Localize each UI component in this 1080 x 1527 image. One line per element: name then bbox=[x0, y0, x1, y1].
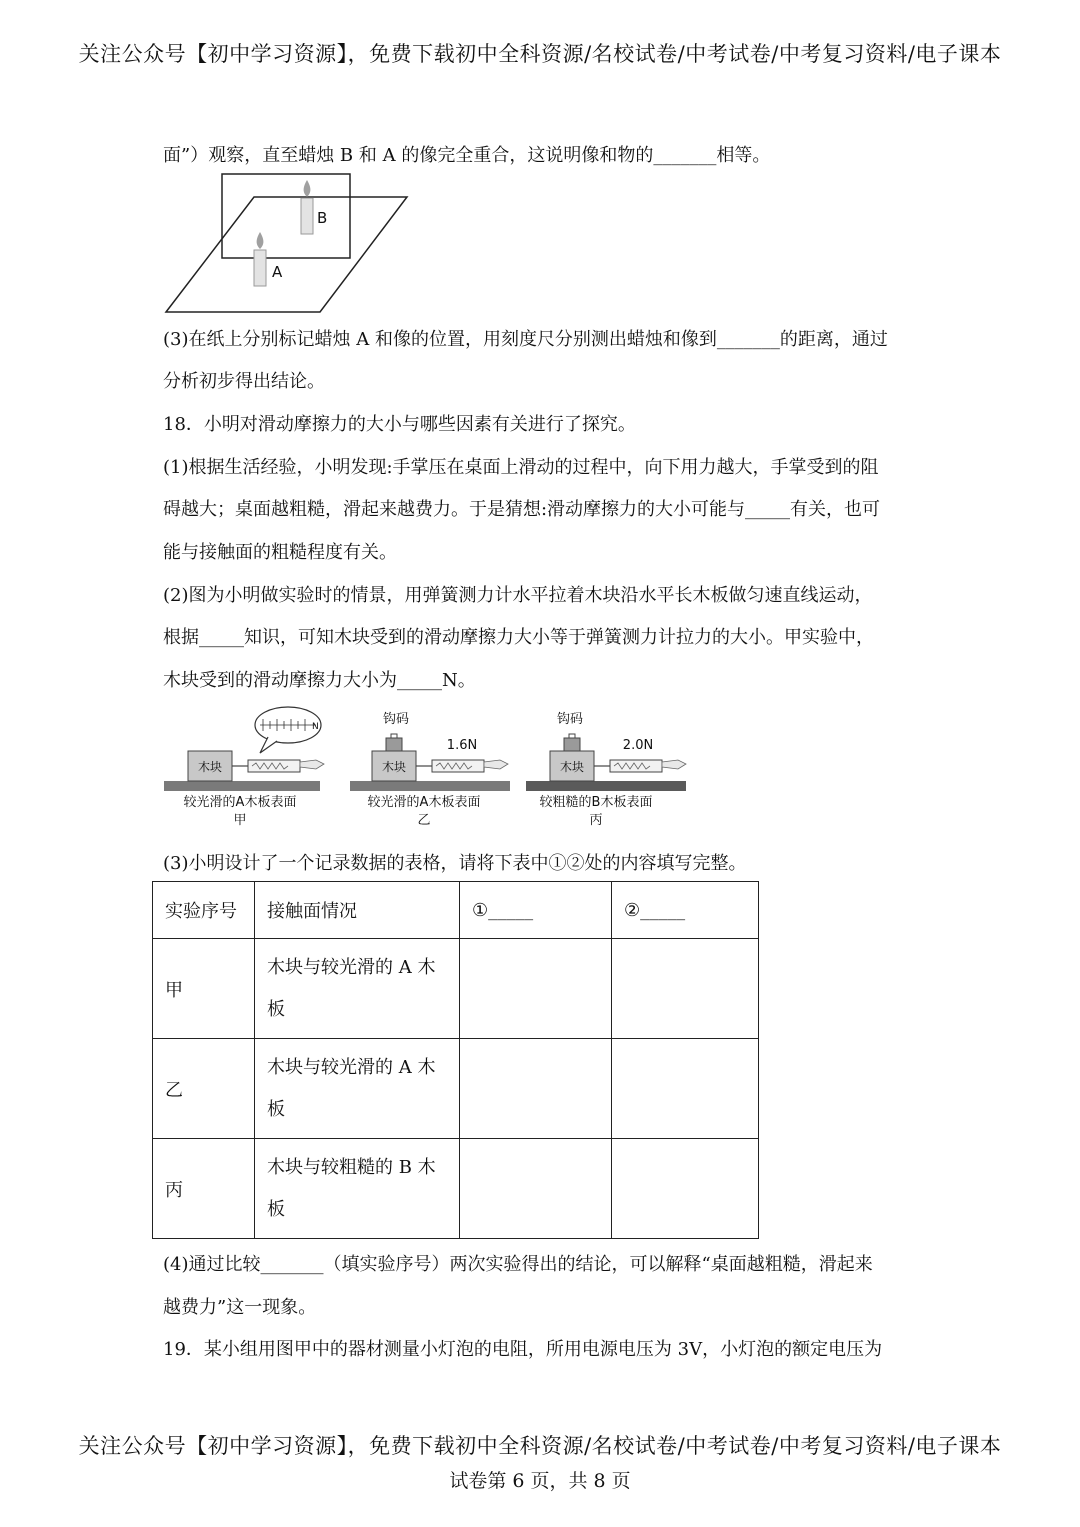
glass-plate bbox=[222, 174, 350, 258]
hand-icon bbox=[662, 760, 686, 769]
table-cell-id: 甲 bbox=[153, 939, 255, 1039]
wood-block-label: 木块 bbox=[381, 760, 407, 774]
candle-mirror-figure bbox=[160, 170, 415, 318]
hand-icon bbox=[300, 760, 324, 769]
panel-yi bbox=[350, 712, 510, 828]
data-record-table bbox=[152, 881, 759, 1239]
text-line-q18-2c: 木块受到的滑动摩擦力大小为_____N。 bbox=[163, 670, 476, 691]
table-cell-blank bbox=[460, 939, 612, 1039]
text-line-q3a: (3)在纸上分别标记蜡烛 A 和像的位置，用刻度尺分别测出蜡烛和像到_______的距离，通过 bbox=[163, 329, 888, 350]
table-cell-surface: 木块与较光滑的 A 木 板 bbox=[255, 939, 460, 1039]
bottom-banner: 关注公众号【初中学习资源】，免费下载初中全科资源/名校试卷/中考试卷/中考复习资料/电子课本 bbox=[78, 1434, 1002, 1458]
text-line-mirror-conclusion: 面”）观察，直至蜡烛 B 和 A 的像完全重合，这说明像和物的_______相等。 bbox=[163, 145, 771, 166]
board-a bbox=[164, 781, 320, 791]
panel-bing-name: 丙 bbox=[589, 813, 603, 828]
panel-bing bbox=[526, 712, 686, 828]
panel-yi-reading: 1.6N bbox=[446, 738, 478, 753]
text-line-q18-1c: 能与接触面的粗糙程度有关。 bbox=[163, 542, 397, 563]
text-line-q3b: 分析初步得出结论。 bbox=[163, 371, 325, 392]
wood-block-label: 木块 bbox=[197, 760, 223, 774]
table-cell-id: 丙 bbox=[153, 1139, 255, 1239]
table-header-cell: 实验序号 bbox=[153, 882, 255, 939]
board-b bbox=[526, 781, 686, 791]
table-cell-id: 乙 bbox=[153, 1039, 255, 1139]
text-line-q18-1a: (1)根据生活经验，小明发现:手掌压在桌面上滑动的过程中，向下用力越大，手掌受到的阻 bbox=[163, 457, 879, 478]
table-cell-blank bbox=[460, 1139, 612, 1239]
page-number-footer: 试卷第 6 页，共 8 页 bbox=[449, 1470, 631, 1492]
weight-label: 钩码 bbox=[382, 712, 410, 727]
table-header-row bbox=[153, 882, 759, 939]
weight-label: 钩码 bbox=[556, 712, 584, 727]
candle-b-label: B bbox=[317, 209, 328, 227]
weight-icon bbox=[386, 738, 402, 751]
table-row bbox=[153, 939, 759, 1039]
candle-a-label: A bbox=[272, 263, 283, 281]
candle-a bbox=[254, 232, 266, 286]
table-cell-blank bbox=[612, 1039, 759, 1139]
table-cell-blank bbox=[612, 939, 759, 1039]
panel-yi-name: 乙 bbox=[417, 813, 431, 828]
candle-b bbox=[301, 180, 313, 234]
panel-jia bbox=[164, 707, 324, 828]
friction-experiment-figure bbox=[160, 703, 700, 833]
table-cell-surface: 木块与较光滑的 A 木 板 bbox=[255, 1039, 460, 1139]
wood-block-label: 木块 bbox=[559, 760, 585, 774]
weight-icon bbox=[564, 738, 580, 751]
gauge-unit-label: N bbox=[312, 722, 319, 732]
panel-yi-surface: 较光滑的A木板表面 bbox=[367, 795, 481, 810]
panel-jia-surface: 较光滑的A木板表面 bbox=[183, 795, 297, 810]
text-line-q18-2a: (2)图为小明做实验时的情景，用弹簧测力计水平拉着木块沿水平长木板做匀速直线运动， bbox=[163, 585, 873, 606]
table-cell-blank bbox=[612, 1139, 759, 1239]
text-line-q18-3: (3)小明设计了一个记录数据的表格，请将下表中①②处的内容填写完整。 bbox=[163, 853, 747, 874]
question-19-title: 19．某小组用图甲中的器材测量小灯泡的电阻，所用电源电压为 3V，小灯泡的额定电压为 bbox=[163, 1339, 883, 1360]
table-cell-blank bbox=[460, 1039, 612, 1139]
table-header-cell: ②_____ bbox=[612, 882, 759, 939]
table-header-cell: ①_____ bbox=[460, 882, 612, 939]
panel-bing-reading: 2.0N bbox=[622, 738, 654, 753]
panel-jia-name: 甲 bbox=[233, 813, 247, 828]
table-cell-surface: 木块与较粗糙的 B 木 板 bbox=[255, 1139, 460, 1239]
text-line-q18-4b: 越费力”这一现象。 bbox=[163, 1297, 317, 1318]
text-line-q18-2b: 根据_____知识，可知木块受到的滑动摩擦力大小等于弹簧测力计拉力的大小。甲实验中， bbox=[163, 627, 874, 648]
table-row bbox=[153, 1139, 759, 1239]
panel-bing-surface: 较粗糙的B木板表面 bbox=[539, 795, 653, 810]
table-header-cell: 接触面情况 bbox=[255, 882, 460, 939]
board-a bbox=[350, 781, 510, 791]
top-banner: 关注公众号【初中学习资源】，免费下载初中全科资源/名校试卷/中考试卷/中考复习资料/电子课本 bbox=[78, 42, 1002, 66]
text-line-q18-4a: (4)通过比较_______（填实验序号）两次实验得出的结论，可以解释“桌面越粗糙，滑起来 bbox=[163, 1254, 873, 1275]
paper-plane bbox=[166, 197, 407, 312]
table-row bbox=[153, 1039, 759, 1139]
question-18-title: 18．小明对滑动摩擦力的大小与哪些因素有关进行了探究。 bbox=[163, 414, 636, 435]
text-line-q18-1b: 碍越大；桌面越粗糙，滑起来越费力。于是猜想:滑动摩擦力的大小可能与_____有关，也可 bbox=[163, 499, 881, 520]
hand-icon bbox=[484, 760, 508, 769]
